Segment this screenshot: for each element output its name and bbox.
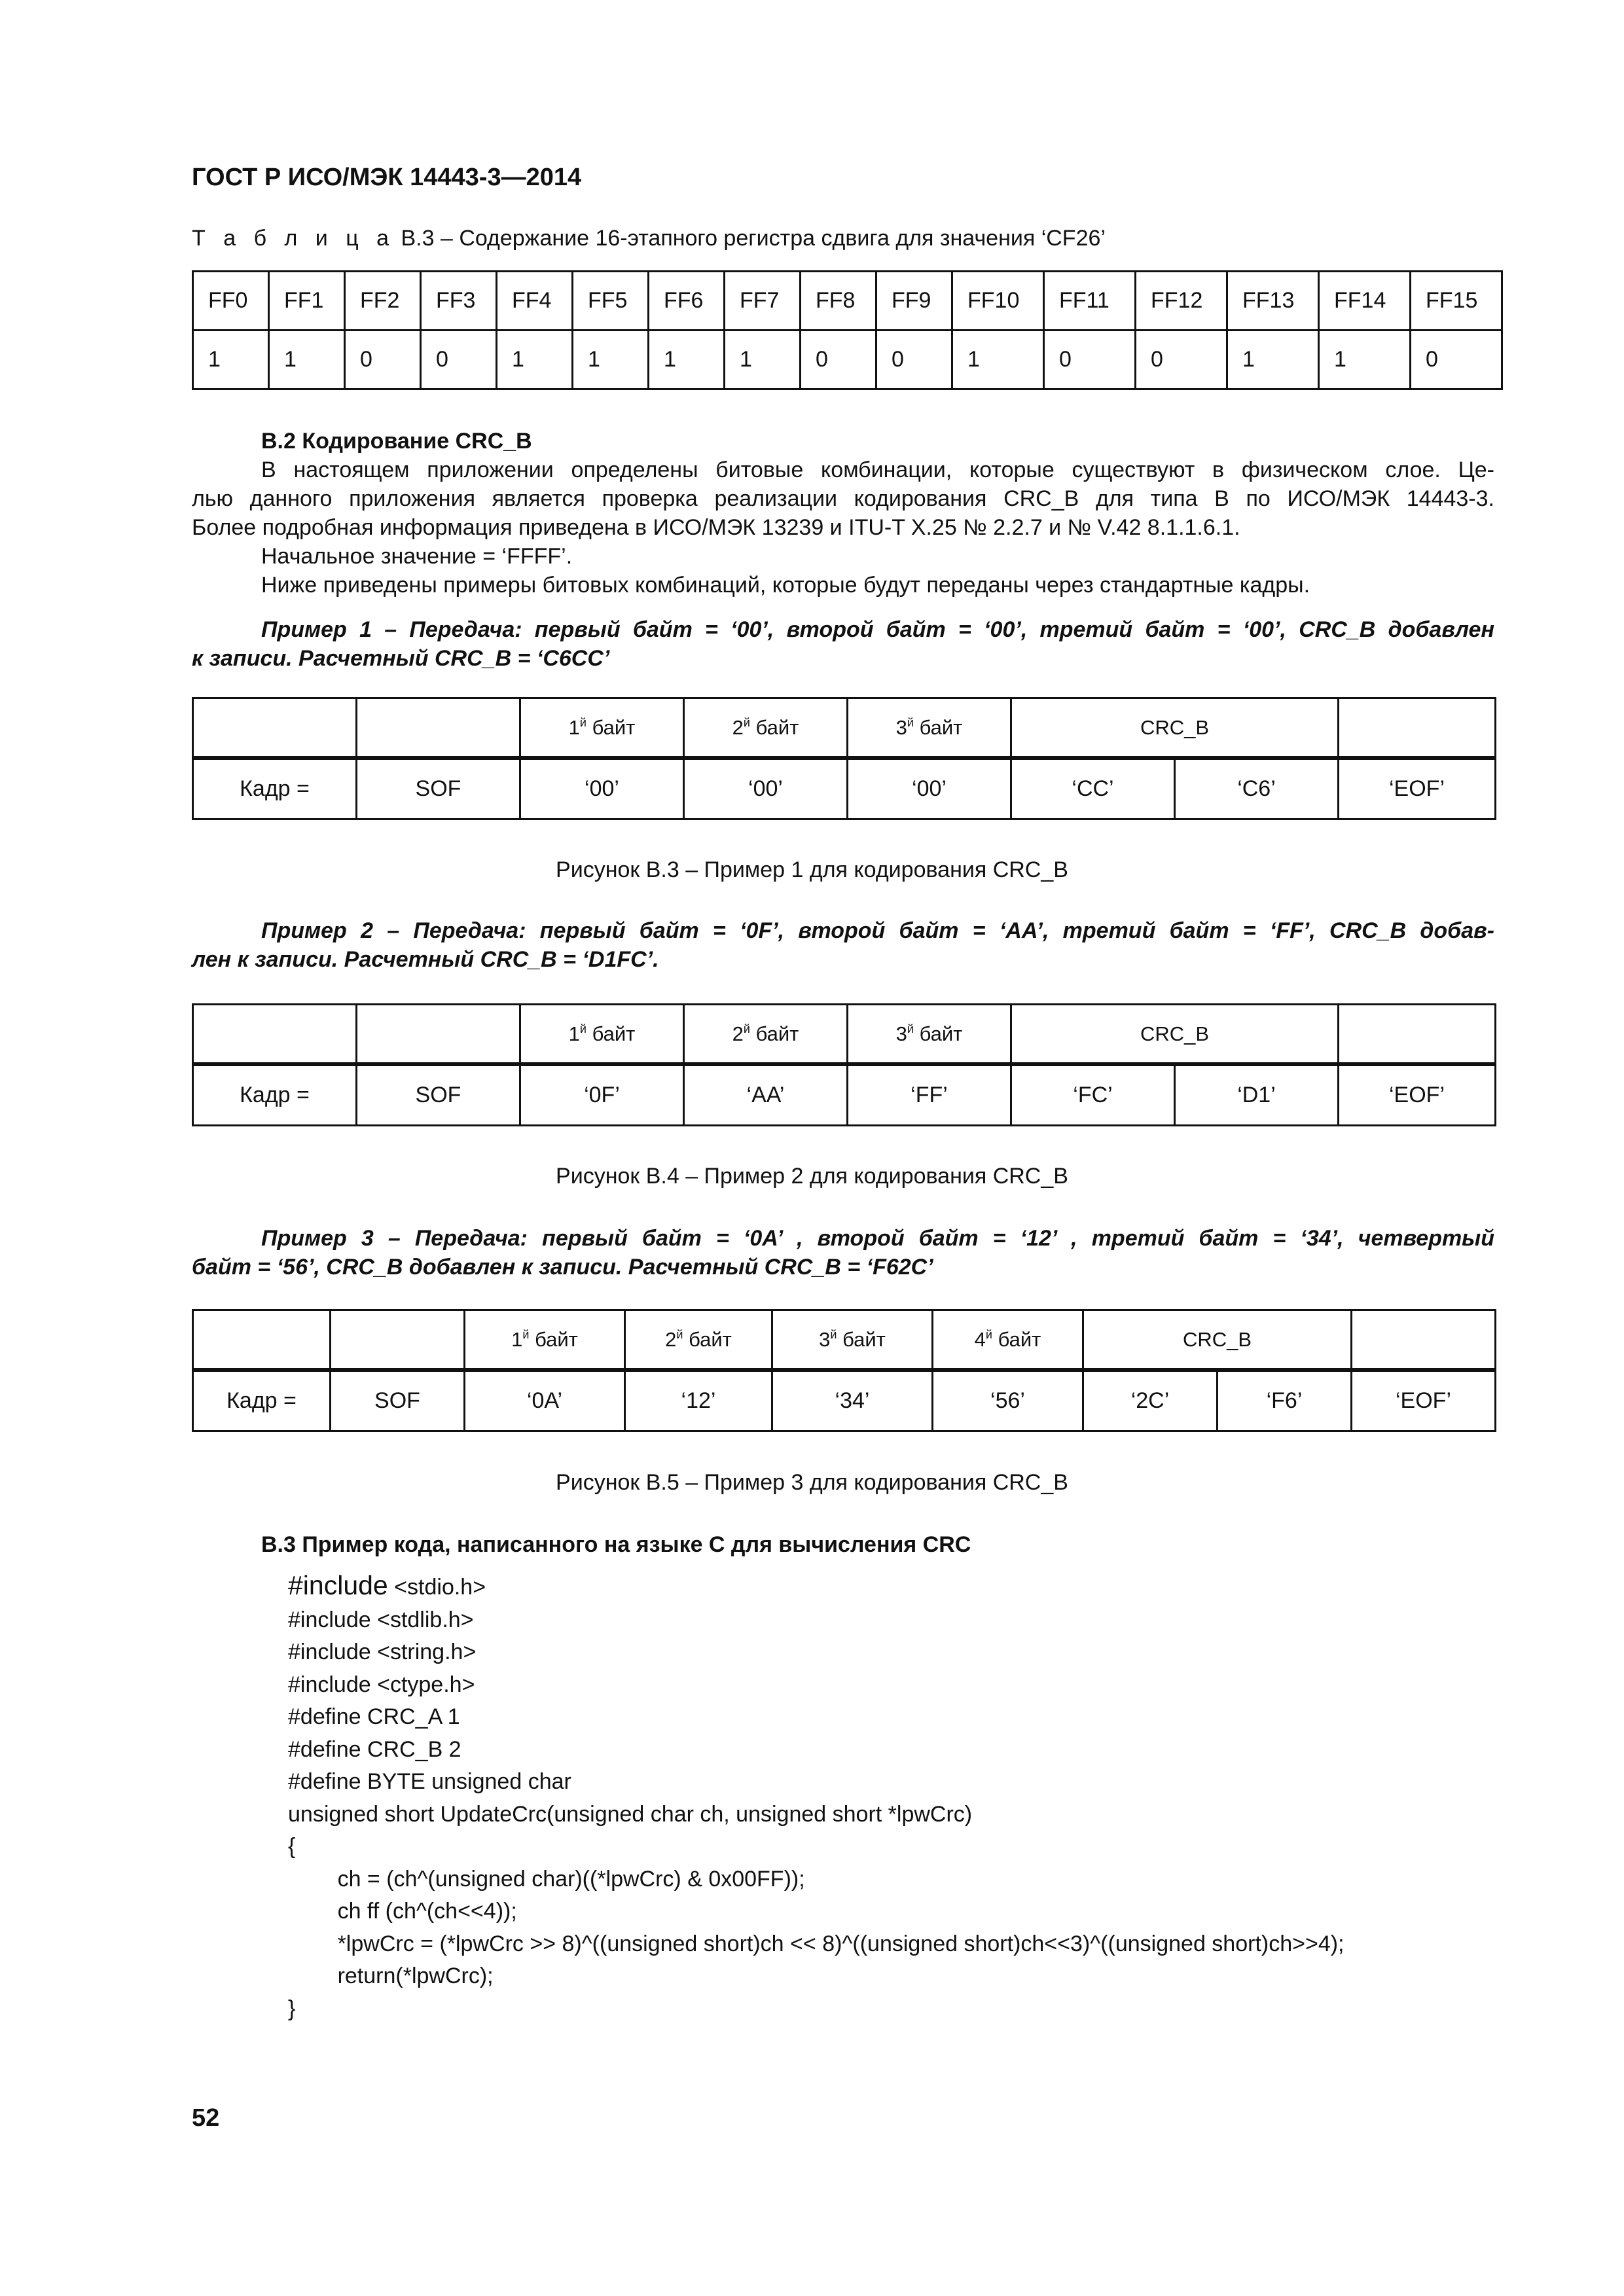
frame-header-row [193, 1310, 1496, 1371]
example-line: Пример 1 – Передача: первый байт = ‘00’, второй байт = ‘00’, третий байт = ‘00’, CRC_B добавлен [261, 617, 1494, 642]
table-cell: FF11 [1044, 272, 1136, 331]
table-cell: $3^й$ байт [772, 1310, 933, 1371]
table-cell: ‘0A’ [465, 1370, 625, 1431]
table-cell: ‘0F’ [520, 1064, 684, 1126]
table-cell: 1 [649, 331, 725, 389]
table-row [193, 331, 1502, 389]
table-cell: $2^й$ байт [684, 1005, 848, 1065]
paragraph-line: В настоящем приложении определены битовые комбинации, которые существуют в физическом слое. Це- [261, 457, 1494, 482]
table-cell: FF1 [269, 272, 345, 331]
section-heading: В.2 Кодирование CRC_B [261, 429, 532, 454]
table-cell: $1^й$ байт [520, 1005, 684, 1065]
table-cell: 0 [1136, 331, 1227, 389]
document-header: ГОСТ Р ИСО/МЭК 14443-3—2014 [192, 164, 582, 191]
table-cell: $3^й$ байт [848, 1005, 1011, 1065]
paragraph-line: лью данного приложения является проверка реализации кодирования CRC_B для типа B по ИСО/МЭК 14443-3. [192, 486, 1494, 511]
table-cell: 0 [421, 331, 497, 389]
table-cell [331, 1310, 465, 1371]
table-cell: FF15 [1411, 272, 1502, 331]
table-cell: $4^й$ байт [933, 1310, 1083, 1371]
table-cell: FF2 [345, 272, 421, 331]
frame-header-row [193, 1005, 1496, 1065]
table-cell: 1 [952, 331, 1044, 389]
table-cell: ‘CC’ [1011, 758, 1175, 819]
table-cell [193, 1310, 331, 1371]
frame-header-row [193, 698, 1496, 759]
table-cell: ‘D1’ [1175, 1064, 1339, 1126]
table-cell: ‘2C’ [1083, 1370, 1218, 1431]
page-number: 52 [192, 2104, 220, 2132]
table-cell: FF13 [1227, 272, 1319, 331]
table-cell: FF14 [1319, 272, 1411, 331]
table-cell: Кадр = [193, 1370, 331, 1431]
table-cell: ‘12’ [625, 1370, 772, 1431]
code-keyword: #include [288, 1570, 388, 1600]
example-line: к записи. Расчетный CRC_B = ‘C6CC’ [192, 646, 610, 671]
table-cell: $1^й$ байт [465, 1310, 625, 1371]
table-cell: SOF [357, 1064, 520, 1126]
table-cell: 0 [801, 331, 876, 389]
table-cell: ‘EOF’ [1352, 1370, 1496, 1431]
table-cell: Кадр = [193, 1064, 357, 1126]
table-cell: FF5 [573, 272, 649, 331]
frame-table-example-3 [192, 1309, 1496, 1432]
table-cell: FF12 [1136, 272, 1227, 331]
table-cell: FF3 [421, 272, 497, 331]
example-2-text [192, 916, 1494, 974]
table-cell: ‘FC’ [1011, 1064, 1175, 1126]
table-header-row [193, 272, 1502, 331]
table-cell: FF9 [876, 272, 952, 331]
table-cell: 1 [1319, 331, 1411, 389]
table-cell: FF4 [497, 272, 573, 331]
code-listing [288, 1570, 1344, 2025]
figure-caption: Рисунок В.3 – Пример 1 для кодирования CRC_B [556, 857, 1068, 882]
frame-table-example-1 [192, 697, 1496, 820]
table-b3-caption [192, 226, 1106, 251]
table-cell: 1 [497, 331, 573, 389]
example-line: Пример 2 – Передача: первый байт = ‘0F’, второй байт = ‘AA’, третий байт = ‘FF’, CRC_B добав- [261, 918, 1494, 943]
code-text: <stdio.h> [388, 1575, 486, 1600]
example-line: байт = ‘56’, CRC_B добавлен к записи. Расчетный CRC_B = ‘F62C’ [192, 1255, 933, 1280]
table-cell: ‘00’ [684, 758, 848, 819]
table-cell: FF10 [952, 272, 1044, 331]
table-cell: ‘C6’ [1175, 758, 1339, 819]
table-caption-text: В.3 – Содержание 16-этапного регистра сдвига для значения ‘CF26’ [395, 226, 1106, 251]
table-cell: ‘AA’ [684, 1064, 848, 1126]
table-cell [1352, 1310, 1496, 1371]
table-cell [1339, 1005, 1496, 1065]
table-cell: SOF [331, 1370, 465, 1431]
table-cell: 1 [193, 331, 269, 389]
table-cell: FF7 [725, 272, 801, 331]
table-cell: ‘FF’ [848, 1064, 1011, 1126]
table-cell [193, 698, 357, 759]
table-cell: ‘00’ [848, 758, 1011, 819]
shift-register-table [192, 270, 1503, 390]
table-label: Т а б л и ц а [192, 226, 395, 251]
table-cell: 1 [725, 331, 801, 389]
table-cell: CRC_B [1083, 1310, 1352, 1371]
frame-row [193, 1064, 1496, 1126]
example-3-text [192, 1224, 1494, 1282]
table-cell: ‘00’ [520, 758, 684, 819]
table-cell: 1 [573, 331, 649, 389]
table-cell: FF0 [193, 272, 269, 331]
example-1-text [192, 615, 1494, 673]
examples-intro-text: Ниже приведены примеры битовых комбинаций, которые будут переданы через стандартные кадры. [261, 573, 1310, 598]
paragraph-line: Более подробная информация приведена в ИСО/МЭК 13239 и ITU-T X.25 № 2.2.7 и № V.42 8.1.1.6.1. [192, 515, 1240, 540]
frame-row [193, 1370, 1496, 1431]
table-cell: ‘F6’ [1218, 1370, 1352, 1431]
code-text: #include <stdlib.h> #include <string.h> #include <ctype.h> #define CRC_A 1 #define CRC_B 2 #define BYTE unsigned char unsigned short UpdateCrc(unsigned char ch, unsigned short *lpwCrc) { ch = (ch^(unsigned char)((*lpwCrc) & 0x00FF)); ch ff (ch^(ch<<4)); *lpwCrc = (*lpwCrc >> 8)^((unsigned short)ch << 8)^((unsigned short)ch<<3)^((unsigned short)ch>>4); return(*lpwCrc); } [288, 1607, 1344, 2021]
table-cell: 0 [876, 331, 952, 389]
table-cell: FF8 [801, 272, 876, 331]
table-cell: $2^й$ байт [625, 1310, 772, 1371]
figure-caption: Рисунок В.4 – Пример 2 для кодирования CRC_B [556, 1164, 1068, 1189]
example-line: Пример 3 – Передача: первый байт = ‘0A’ , второй байт = ‘12’ , третий байт = ‘34’, четвертый [261, 1226, 1494, 1251]
table-cell: 0 [1411, 331, 1502, 389]
table-cell [1339, 698, 1496, 759]
table-cell: CRC_B [1011, 698, 1339, 759]
table-cell: 0 [1044, 331, 1136, 389]
table-cell: 1 [1227, 331, 1319, 389]
example-line: лен к записи. Расчетный CRC_B = ‘D1FC’. [192, 947, 659, 972]
initial-value-text: Начальное значение = ‘FFFF’. [261, 544, 573, 569]
table-cell [357, 698, 520, 759]
table-cell [357, 1005, 520, 1065]
table-cell: Кадр = [193, 758, 357, 819]
table-cell: $3^й$ байт [848, 698, 1011, 759]
table-cell: CRC_B [1011, 1005, 1339, 1065]
frame-table-example-2 [192, 1003, 1496, 1126]
table-cell: ‘34’ [772, 1370, 933, 1431]
table-cell: SOF [357, 758, 520, 819]
frame-row [193, 758, 1496, 819]
table-cell: 0 [345, 331, 421, 389]
table-cell: $2^й$ байт [684, 698, 848, 759]
table-cell: ‘EOF’ [1339, 758, 1496, 819]
section-b2 [192, 427, 1494, 600]
table-cell: $1^й$ байт [520, 698, 684, 759]
table-cell: FF6 [649, 272, 725, 331]
figure-caption: Рисунок В.5 – Пример 3 для кодирования CRC_B [556, 1470, 1068, 1495]
table-cell: ‘56’ [933, 1370, 1083, 1431]
table-cell: ‘EOF’ [1339, 1064, 1496, 1126]
table-cell: 1 [269, 331, 345, 389]
section-b3-heading: В.3 Пример кода, написанного на языке С для вычисления CRC [261, 1532, 971, 1557]
table-cell [193, 1005, 357, 1065]
